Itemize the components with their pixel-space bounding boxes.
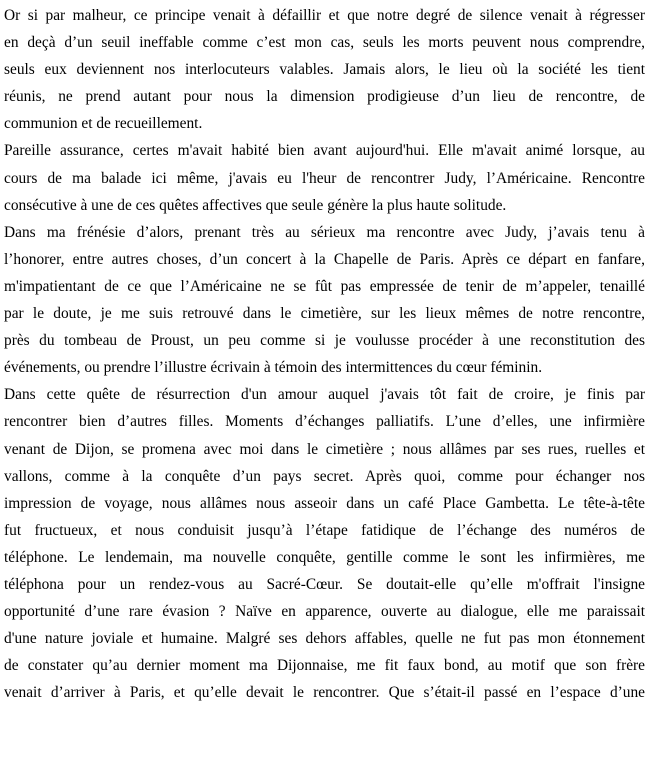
text-line: par le doute, je me suis retrouvé dans le cimetière, sur les lieux mêmes de notre rencontre,: [4, 305, 645, 323]
paragraph: [4, 2, 645, 137]
text-line: d'une nature joviale et humaine. Malgré ses dehors affables, quelle ne fut pas mon étonnement: [4, 630, 645, 648]
text-line: près du tombeau de Proust, un peu comme si je voulusse procéder à une reconstitution des: [4, 332, 645, 350]
paragraph: [4, 137, 645, 218]
text-line: communion et de recueillement.: [4, 115, 203, 133]
text-line: réunis, ne prend autant pour nous la dimension prodigieuse d’un lieu de rencontre, de: [4, 88, 645, 106]
text-line: cours de ma balade ici même, j'avais eu l'heur de rencontrer Judy, l’Américaine. Rencontre: [4, 169, 645, 187]
text-line: en deçà d’un seuil ineffable comme c’est mon cas, seuls les morts peuvent nous comprendre,: [4, 34, 645, 52]
text-line: rencontrer bien d’autres filles. Moments d’échanges palliatifs. L’une d’elles, une infirmière: [4, 413, 645, 431]
text-line: Or si par malheur, ce principe venait à défaillir et que notre degré de silence venait à régresser: [4, 7, 645, 24]
text-line: Dans ma frénésie d’alors, prenant très au sérieux ma rencontre avec Judy, j’avais tenu à: [4, 223, 645, 241]
text-line: consécutive à une de ces quêtes affectives que seule génère la plus haute solitude.: [4, 196, 507, 214]
text-line: téléphona pour un rendez-vous au Sacré-Cœur. Se doutait-elle qu’elle m'offrait l'insigne: [4, 575, 645, 593]
text-line: vallons, comme à la conquête d’un pays secret. Après quoi, comme pour échanger nos: [4, 467, 645, 485]
text-line: Pareille assurance, certes m'avait habité bien avant aujourd'hui. Elle m'avait animé lorsque, au: [4, 142, 645, 160]
text-line: seuls eux deviennent nos interlocuteurs valables. Jamais alors, le lieu où la société les tient: [4, 61, 645, 79]
text-line: venait d’arriver à Paris, et qu’elle devait le rencontrer. Que s’était-il passé en l’espace d’une: [4, 684, 645, 702]
text-line: événements, ou prendre l’illustre écrivain à témoin des intermittences du cœur féminin.: [4, 359, 543, 377]
paragraph: [4, 219, 645, 382]
text-line: l’honorer, entre autres choses, d’un concert à la Chapelle de Paris. Après ce départ en fanfare,: [4, 250, 645, 268]
text-line: téléphone. Le lendemain, ma nouvelle conquête, gentille comme le sont les infirmières, me: [4, 548, 645, 566]
text-line: Dans cette quête de résurrection d'un amour auquel j'avais tôt fait de croire, je finis par: [4, 386, 645, 404]
document-page: [4, 2, 645, 706]
text-line: opportunité d’une rare évasion ? Naïve en apparence, ouverte au dialogue, elle me paraissait: [4, 603, 645, 621]
text-line: de constater qu’au dernier moment ma Dijonnaise, me fit faux bond, au motif que son frère: [4, 657, 645, 675]
paragraph: [4, 381, 645, 706]
text-line: venant de Dijon, se promena avec moi dans le cimetière ; nous allâmes par ses rues, ruelles et: [4, 440, 645, 458]
text-line: m'impatientant de ce que l’Américaine ne se fût pas empressée de tenir de m’appeler, tenaillé: [4, 277, 645, 295]
text-line: impression de voyage, nous allâmes nous asseoir dans un café Place Gambetta. Le tête-à-tête: [4, 494, 645, 512]
text-line: fut fructueux, et nous conduisit jusqu’à l’étape fatidique de l’échange des numéros de: [4, 521, 645, 539]
